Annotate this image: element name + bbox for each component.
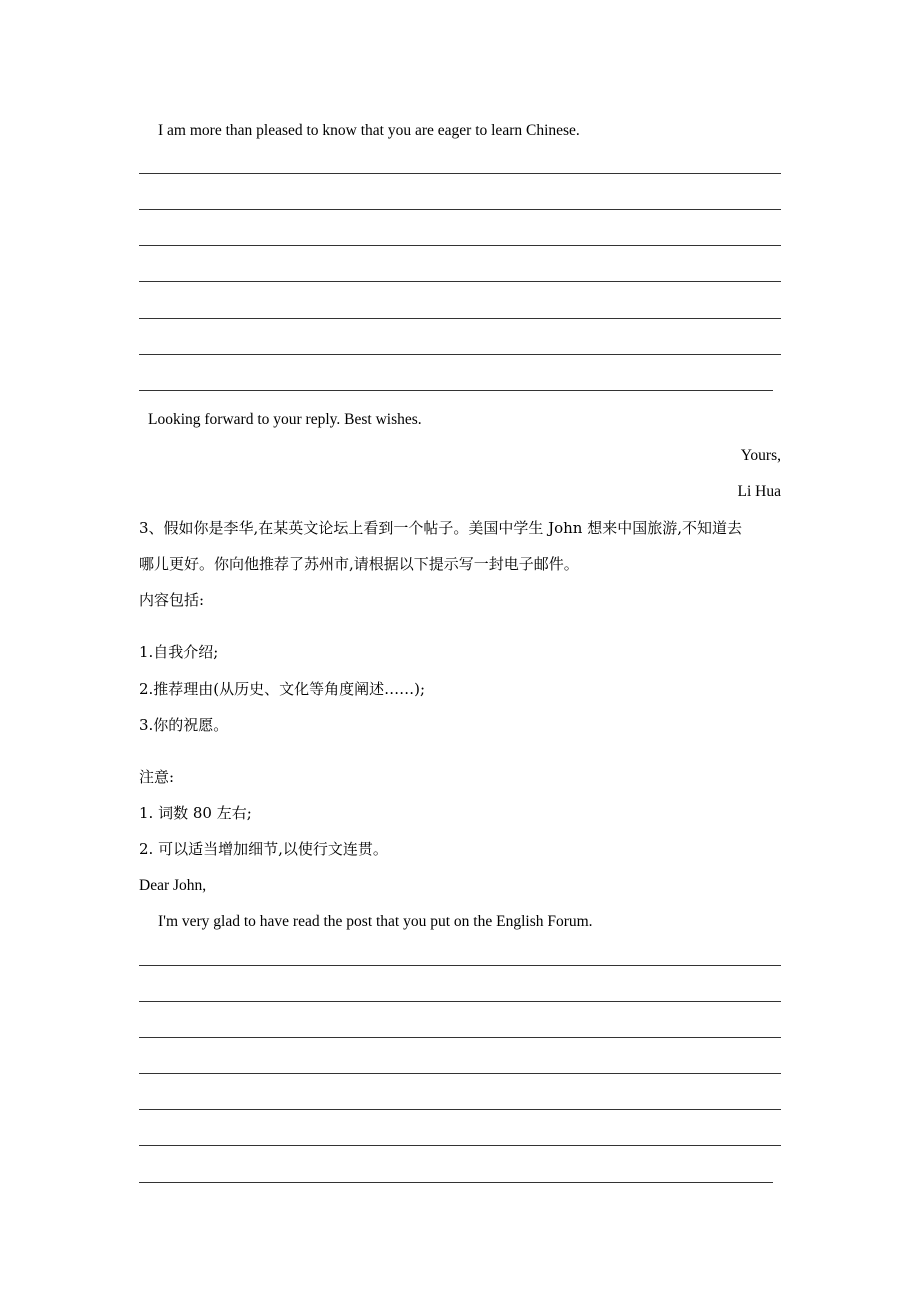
writing-line bbox=[139, 209, 781, 210]
task3-prompt-line2: 哪儿更好。你向他推荐了苏州市,请根据以下提示写一封电子邮件。 bbox=[139, 555, 579, 573]
writing-line bbox=[139, 354, 781, 355]
content-item: 1.自我介绍; bbox=[139, 643, 219, 661]
writing-line bbox=[139, 281, 781, 282]
writing-line bbox=[139, 318, 781, 319]
writing-line bbox=[139, 1001, 781, 1002]
task3-prompt-line1: 3、假如你是李华,在某英文论坛上看到一个帖子。美国中学生 John 想来中国旅游,不知道去 bbox=[139, 519, 742, 537]
task3-opening-line: I'm very glad to have read the post that you put on the English Forum. bbox=[158, 913, 593, 930]
writing-line bbox=[139, 173, 781, 174]
writing-line bbox=[139, 390, 773, 391]
writing-line bbox=[139, 1073, 781, 1074]
letter1-closing-line: Looking forward to your reply. Best wishes. bbox=[148, 411, 422, 428]
content-item: 3.你的祝愿。 bbox=[139, 716, 229, 734]
notes-heading: 注意: bbox=[139, 768, 175, 786]
letter1-sign-off: Yours, bbox=[740, 447, 781, 464]
writing-line bbox=[139, 1109, 781, 1110]
notes-item: 2. 可以适当增加细节,以使行文连贯。 bbox=[139, 840, 388, 858]
letter1-signature: Li Hua bbox=[737, 483, 781, 500]
content-item: 2.推荐理由(从历史、文化等角度阐述……); bbox=[139, 680, 426, 698]
writing-line bbox=[139, 965, 781, 966]
letter1-opening-line: I am more than pleased to know that you are eager to learn Chinese. bbox=[158, 122, 580, 139]
task3-salutation: Dear John, bbox=[139, 877, 207, 894]
writing-line bbox=[139, 1145, 781, 1146]
writing-line bbox=[139, 245, 781, 246]
writing-line bbox=[139, 1182, 773, 1183]
notes-item: 1. 词数 80 左右; bbox=[139, 804, 252, 822]
writing-line bbox=[139, 1037, 781, 1038]
content-heading: 内容包括: bbox=[139, 591, 205, 609]
